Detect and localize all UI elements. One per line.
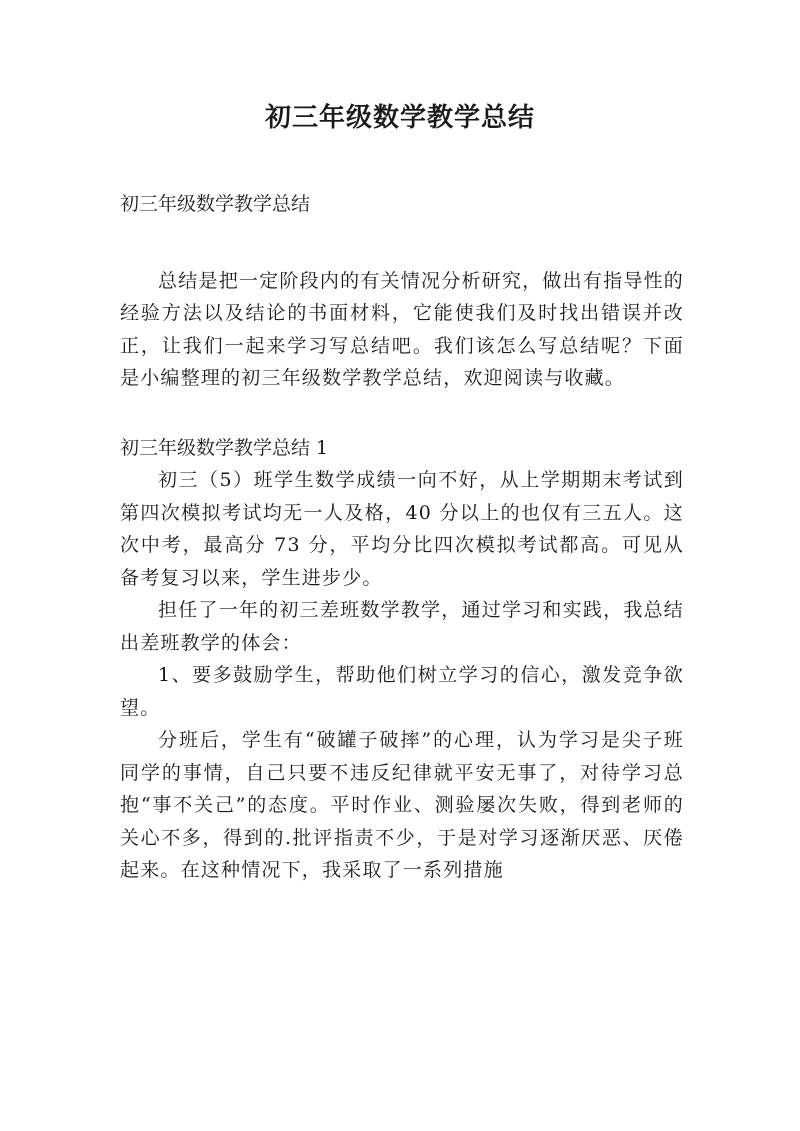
- body-paragraph: 初三（5）班学生数学成绩一向不好，从上学期期末考试到第四次模拟考试均无一人及格，40 分以上的也仅有三五人。这次中考，最高分 73 分，平均分比四次模拟考试都高。可见从备考复习以来，学生进步少。: [120, 469, 684, 589]
- section-title: 初三年级数学教学总结 1: [120, 436, 329, 459]
- document-body: [120, 188, 684, 887]
- body-paragraph: 分班后，学生有“破罐子破摔”的心理，认为学习是尖子班同学的事情，自己只要不违反纪律就平安无事了，对待学习总抱“事不关己”的态度。平时作业、测验屡次失败，得到老师的关心不多，得到的.批评指责不少，于是对学习逐渐厌恶、厌倦起来。在这种情况下，我采取了一系列措施: [120, 729, 684, 881]
- body-paragraph: 担任了一年的初三差班数学教学，通过学习和实践，我总结出差班教学的体会：: [120, 599, 684, 654]
- intro-paragraph: 总结是把一定阶段内的有关情况分析研究，做出有指导性的经验方法以及结论的书面材料，它能使我们及时找出错误并改正，让我们一起来学习写总结吧。我们该怎么写总结呢？下面是小编整理的初三年级数学教学总结，欢迎阅读与收藏。: [120, 269, 684, 389]
- document-subtitle: 初三年级数学教学总结: [120, 193, 311, 215]
- document-title: 初三年级数学教学总结: [264, 103, 535, 133]
- body-paragraph: 1、要多鼓励学生，帮助他们树立学习的信心，激发竞争欲望。: [120, 664, 684, 719]
